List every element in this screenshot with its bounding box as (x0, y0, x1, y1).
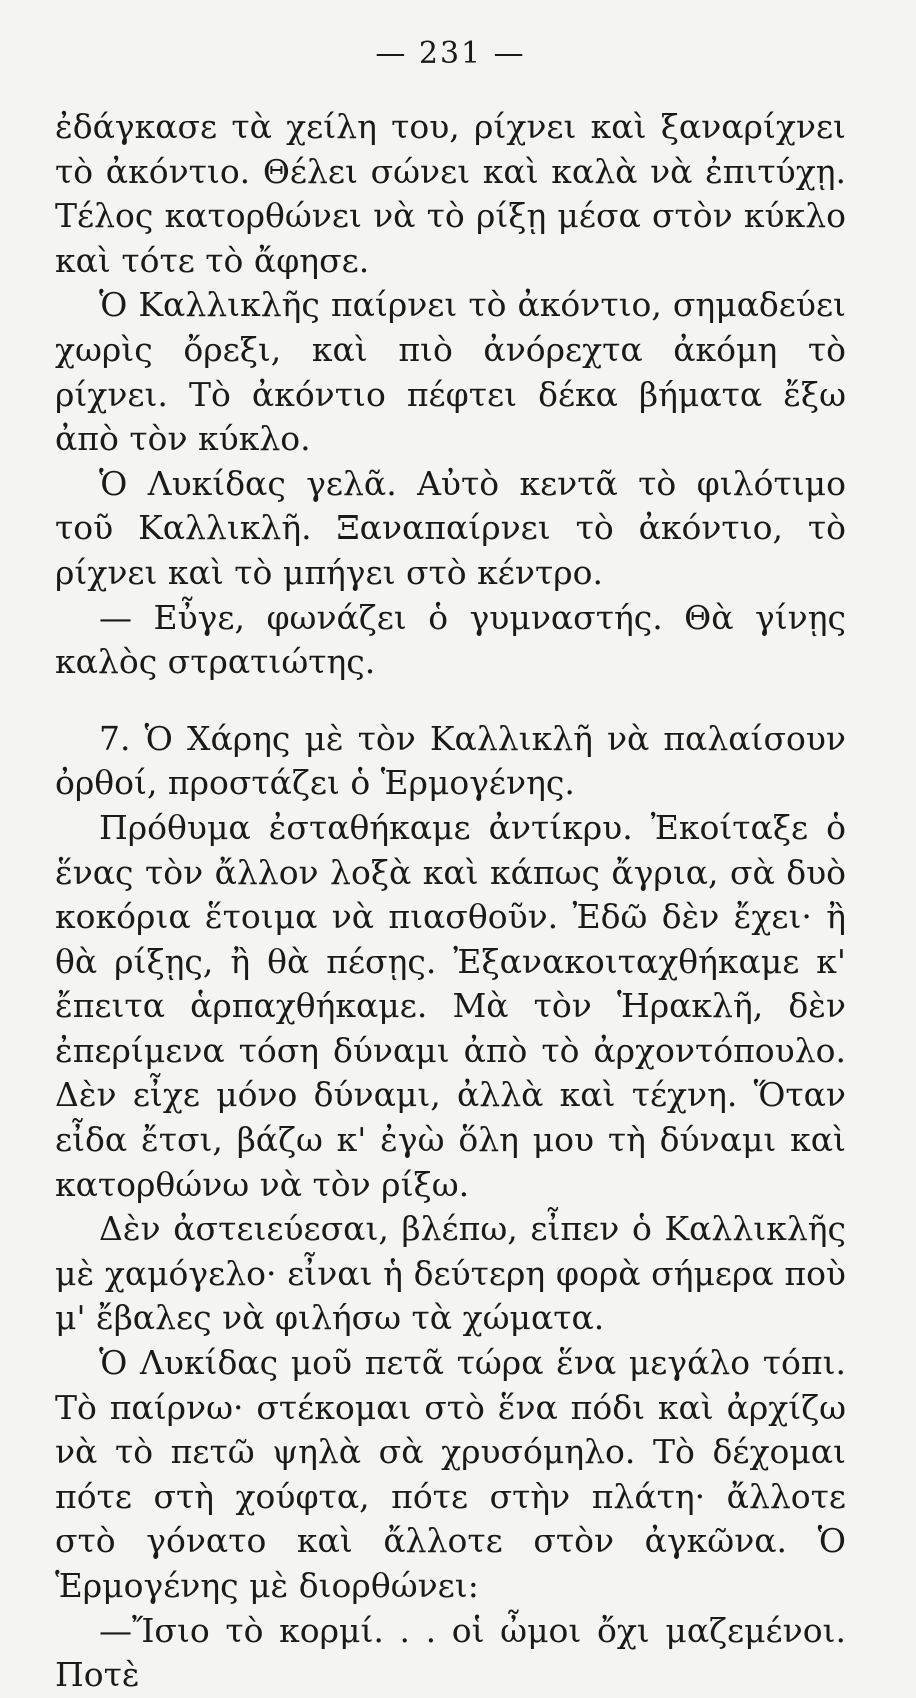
page-number: — 231 — (375, 36, 526, 71)
paragraph-9: —Ἴσιο τὸ κορμί. . . οἱ ὦμοι ὄχι μαζεμένοι. Ποτὲ (55, 1610, 846, 1695)
paragraph-3: Ὁ Λυκίδας γελᾶ. Αὐτὸ κεντᾶ τὸ φιλότιμο τοῦ Καλλικλῆ. Ξαναπαίρνει τὸ ἀκόντιο, τὸ ρίχνει καὶ τὸ μπήγει στὸ κέντρο. (55, 463, 846, 592)
paragraph-1: ἐδάγκασε τὰ χείλη του, ρίχνει καὶ ξαναρίχνει τὸ ἀκόντιο. Θέλει σώνει καὶ καλὰ νὰ ἐπιτύχῃ. Τέλος κατορθώνει νὰ τὸ ρίξῃ μέσα στὸν κύκλο καὶ τότε τὸ ἄφησε. (55, 107, 846, 280)
section-gap (55, 685, 846, 717)
paragraph-6: Πρόθυμα ἐσταθήκαμε ἀντίκρυ. Ἐκοίταξε ὁ ἕνας τὸν ἄλλον λοξὰ καὶ κάπως ἄγρια, σὰ δυὸ κοκόρια ἕτοιμα νὰ πιασθοῦν. Ἐδῶ δὲν ἔχει· ἢ θὰ ρίξῃς, ἢ θὰ πέσῃς. Ἐξανακοιταχθήκαμε κ' ἔπειτα ἁρπαχθήκαμε. Μὰ τὸν Ἡρακλῆ, δὲν ἐπερίμενα τόση δύναμι ἀπὸ τὸ ἀρχοντόπουλο. Δὲν εἶχε μόνο δύναμι, ἀλλὰ καὶ τέχνη. Ὅταν εἶδα ἔτσι, βάζω κ' ἐγὼ ὅλη μου τὴ δύναμι καὶ κατορθώνω νὰ τὸν ρίξω. (55, 807, 846, 1204)
paragraph-4: — Εὖγε, φωνάζει ὁ γυμναστής. Θὰ γίνῃς καλὸς στρατιώτης. (55, 597, 846, 682)
paragraph-8: Ὁ Λυκίδας μοῦ πετᾶ τώρα ἕνα μεγάλο τόπι. Τὸ παίρνω· στέκομαι στὸ ἕνα πόδι καὶ ἀρχίζω νὰ τὸ πετῶ ψηλὰ σὰ χρυσόμηλο. Τὸ δέχομαι πότε στὴ χούφτα, πότε στὴν πλάτη· ἄλλοτε στὸ γόνατο καὶ ἄλλοτε στὸν ἀγκῶνα. Ὁ Ἑρμογένης μὲ διορθώνει: (55, 1343, 846, 1605)
paragraph-5: 7. Ὁ Χάρης μὲ τὸν Καλλικλῆ νὰ παλαίσουν ὀρθοί, προστάζει ὁ Ἑρμογένης. (55, 718, 846, 803)
paragraph-7: Δὲν ἀστειεύεσαι, βλέπω, εἶπεν ὁ Καλλικλῆς μὲ χαμόγελο· εἶναι ἡ δεύτερη φορὰ σήμερα ποὺ μ' ἔβαλες νὰ φιλήσω τὰ χώματα. (55, 1209, 846, 1338)
paragraph-2: Ὁ Καλλικλῆς παίρνει τὸ ἀκόντιο, σημαδεύει χωρὶς ὄρεξι, καὶ πιὸ ἀνόρεχτα ἀκόμη τὸ ρίχνει. Τὸ ἀκόντιο πέφτει δέκα βήματα ἔξω ἀπὸ τὸν κύκλο. (55, 285, 846, 459)
